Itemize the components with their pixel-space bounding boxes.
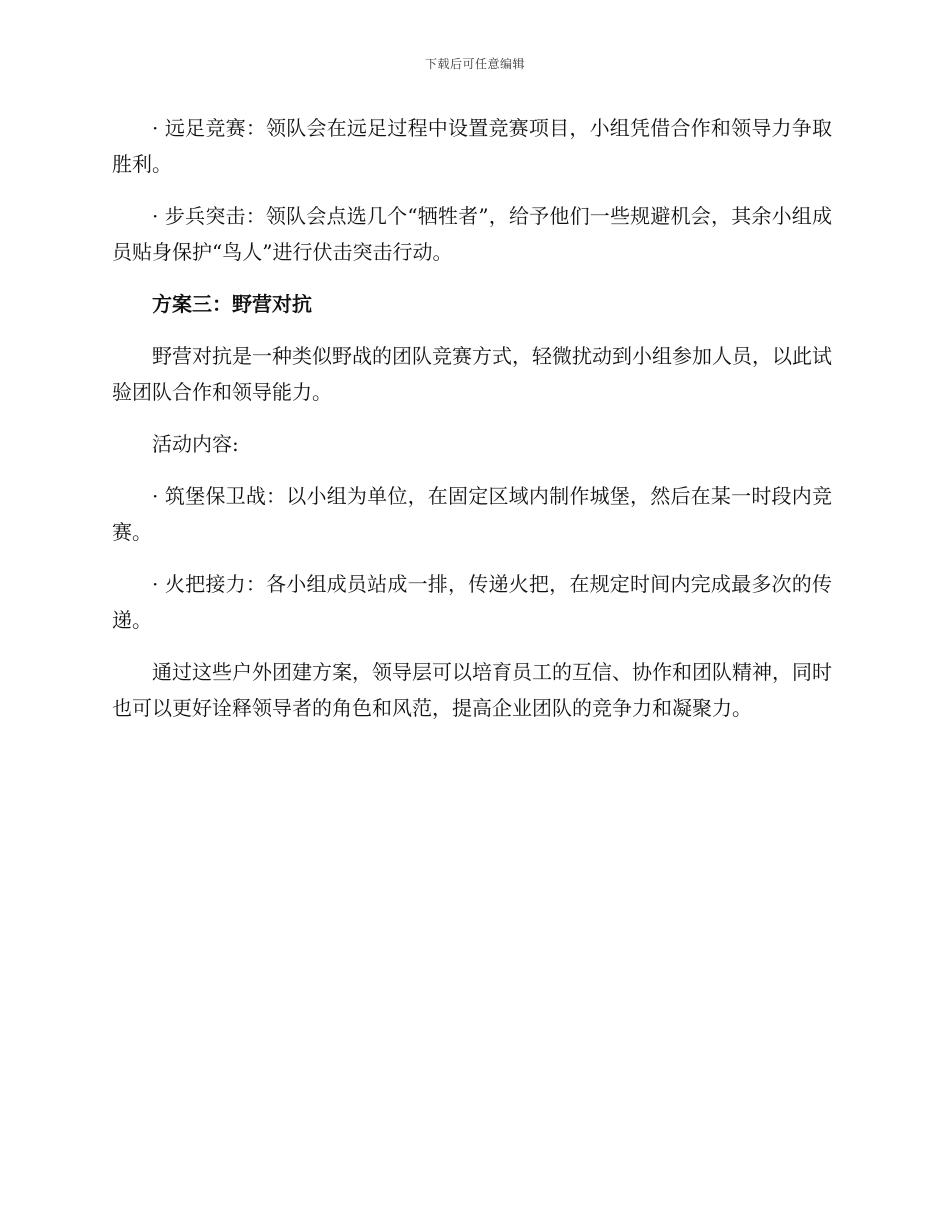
bullet-infantry-assault: · 步兵突击：领队会点选几个“牺牲者”，给予他们一些规避机会，其余小组成员贴身保护“鸟人”进行伏击突击行动。 [112,204,832,264]
paragraph-camp-intro: 野营对抗是一种类似野战的团队竞赛方式，轻微扰动到小组参加人员，以此试验团队合作和领导能力。 [112,344,832,404]
bullet-torch-relay: · 火把接力：各小组成员站成一排，传递火把，在规定时间内完成最多次的传递。 [112,572,832,632]
bullet-hiking-race: · 远足竞赛：领队会在远足过程中设置竞赛项目，小组凭借合作和领导力争取胜利。 [112,116,832,176]
section-heading-plan-three: 方案三：野营对抗 [152,292,312,316]
header-note: 下载后可任意编辑 [424,57,525,71]
document-body [112,110,832,742]
bullet-castle-defense: · 筑堡保卫战：以小组为单位，在固定区域内制作城堡，然后在某一时段内竞赛。 [112,484,832,544]
paragraph-conclusion: 通过这些户外团建方案，领导层可以培育员工的互信、协作和团队精神，同时也可以更好诠释领导者的角色和风范，提高企业团队的竞争力和凝聚力。 [112,660,832,720]
paragraph-activity-label: 活动内容: [152,432,239,456]
